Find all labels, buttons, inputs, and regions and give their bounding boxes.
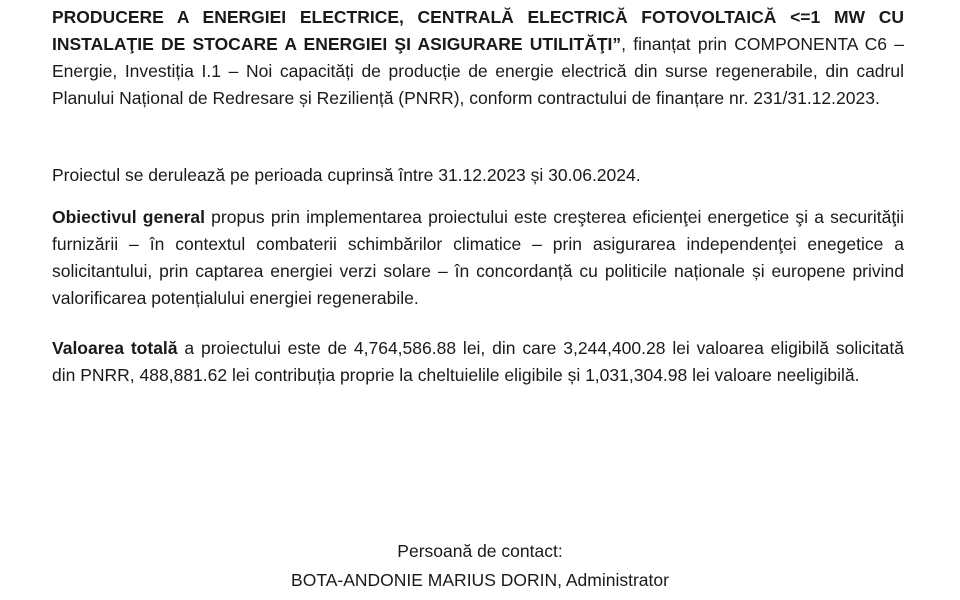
objective-paragraph	[52, 204, 904, 312]
financing-text: , finanțat prin COMPONENTA C6 – Energie, Investiția I.1 – Noi capacități de producție de energie electrică din surse regenerabile, din cadrul Planului Național de Redresare și Reziliență (PNRR), conform contractului de finanțare nr. 231/31.12.2023.	[52, 34, 904, 108]
project-intro-paragraph	[52, 4, 904, 112]
project-period-paragraph: Proiectul se derulează pe perioada cuprinsă între 31.12.2023 și 30.06.2024.	[52, 165, 641, 185]
contact-person: BOTA-ANDONIE MARIUS DORIN, Administrator	[291, 570, 669, 590]
value-paragraph	[52, 335, 904, 389]
value-label: Valoarea totală	[52, 338, 178, 358]
contact-heading: Persoană de contact:	[397, 541, 563, 561]
objective-label: Obiectivul general	[52, 207, 206, 227]
value-text: a proiectului este de 4,764,586.88 lei, din care 3,244,400.28 lei valoarea eligibilă solicitată din PNRR, 488,881.62 lei contribuția proprie la cheltuielile eligibile și 1,031,304.98 lei valoare neeligibilă.	[52, 338, 904, 385]
objective-text: propus prin implementarea proiectului este creşterea eficienţei energetice şi a securităţii furnizării – în contextul combaterii schimbărilor climatice – prin asigurarea independenţei enegetice a solicitantului, prin captarea energiei verzi solare – în concordanță cu politicile naționale și europene privind valorificarea potențialului energiei regenerabile.	[52, 207, 904, 308]
project-title: PRODUCERE A ENERGIEI ELECTRICE, CENTRALĂ ELECTRICĂ FOTOVOLTAICĂ <=1 MW CU INSTALAŢIE DE STOCARE A ENERGIEI ŞI ASIGURARE UTILITĂŢI”	[52, 7, 904, 54]
